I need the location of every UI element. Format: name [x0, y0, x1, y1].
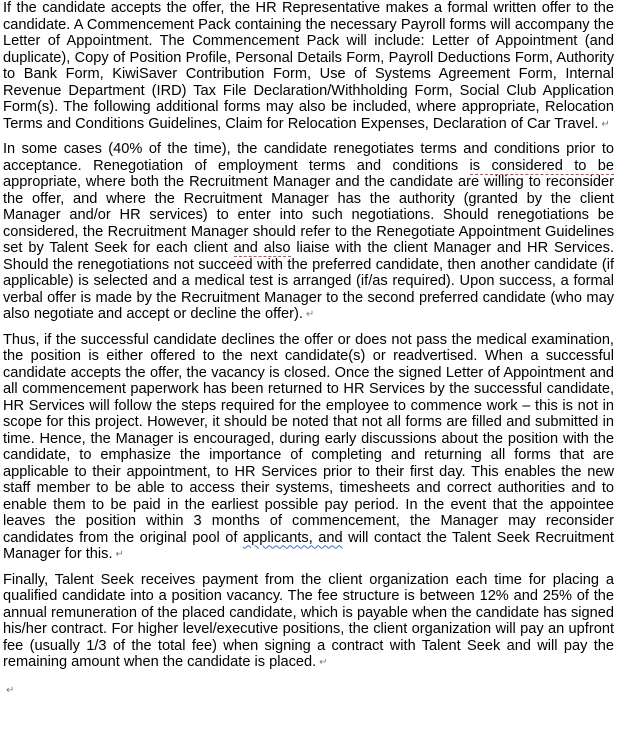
paragraph-offer: [3, 0, 614, 133]
grammar-flag-and-also[interactable]: and also: [233, 240, 291, 256]
paragraph-commencement-text-c: will contact the Talent Seek Recruitment Manager for this.: [3, 529, 614, 562]
paragraph-payment: [3, 572, 614, 672]
paragraph-payment-text: Finally, Talent Seek receives payment from the client organization each time for placing a qualified candidate into a position vacancy. The fee structure is between 12% and 25% of the annual remuneration of the placed candidate, which is payable when the candidate has signed his/her contract. For higher level/executive positions, the client organization will pay an upfront fee (usually 1/3 of the total fee) when signing a contract with Talent Seek and will pay the remaining amount when the candidate is placed.: [3, 571, 614, 670]
paragraph-renegotiation-text-a: In some cases (40% of the time), the candidate renegotiates terms and conditions prior to acceptance. Renegotiation of employment terms and conditions: [3, 141, 614, 174]
paragraph-mark-icon: ↵: [305, 309, 315, 320]
paragraph-commencement: [3, 332, 614, 564]
paragraph-mark-icon: ↵: [601, 118, 610, 130]
paragraph-renegotiation-text-c: appropriate, where both the Recruitment Manager and the candidate are willing to reconsider the offer, and where the Recruitment Manager has the authority (granted by the client Manager and/or HR services) to enter into such negotiations. Should renegotiations be considered, the Recruitment Manager should refer to the Renegotiate Appointment Guidelines set by Talent Seek for each client: [3, 174, 614, 256]
paragraph-mark-icon: ↵: [319, 657, 328, 668]
paragraph-mark-icon: ↵: [115, 549, 124, 560]
paragraph-mark-icon: ↵: [6, 684, 15, 696]
paragraph-renegotiation: [3, 141, 614, 324]
grammar-flag-applicants[interactable]: applicants, and: [243, 529, 343, 546]
paragraph-commencement-text-a: Thus, if the successful candidate declines the offer or does not pass the medical examination, the position is either offered to the next candidate(s) or readvertised. When a successful candidate accepts the offer, the vacancy is closed. Once the signed Letter of Appointment and all commencement paperwork has been returned to HR Services by the successful candidate, HR Services will follow the steps required for the employee to commence work – this is not in scope for this project. However, it should be noted that not all forms are filled and submitted in time. Hence, the Manager is encouraged, during early discussions about the position with the candidate, to emphasize the importance of completing and returning all forms that are applicable to their appointment, to HR Services prior to their first day. This enables the new staff member to be able to access their systems, timesheets and correct authorities and to enable them to be paid in the earliest possible pay period. In the event that the appointee leaves the position within 3 months of commencement, the Manager may reconsider candidates from the original pool of: [3, 331, 614, 546]
grammar-flag-is-considered[interactable]: is considered to be: [469, 157, 614, 174]
paragraph-offer-text: If the candidate accepts the offer, the HR Representative makes a formal written offer to the candidate. A Commencement Pack containing the necessary Payroll forms will accompany the Letter of Appointment. The Commencement Pack will include: Letter of Appointment (and duplicate), Copy of Position Profile, Personal Details Form, Payroll Deductions Form, Authority to Bank Form, KiwiSaver Contribution Form, Use of Systems Agreement Form, Internal Revenue Department (IRD) Tax File Declaration/Withholding Form, Social Club Application Form(s). The following additional forms may also be included, where appropriate, Relocation Terms and Conditions Guidelines, Claim for Relocation Expenses, Declaration of Car Travel.: [3, 0, 614, 132]
empty-paragraph: [3, 682, 614, 700]
paragraph-renegotiation-text-e: liaise with the client Manager and HR Services. Should the renegotiations not succeed with the preferred candidate, then another candidate (if applicable) is selected and a medical test is arranged (if/as required). Upon success, a formal verbal offer is made by the Recruitment Manager to the second preferred candidate (who may also negotiate and accept or decline the offer).: [3, 240, 614, 322]
